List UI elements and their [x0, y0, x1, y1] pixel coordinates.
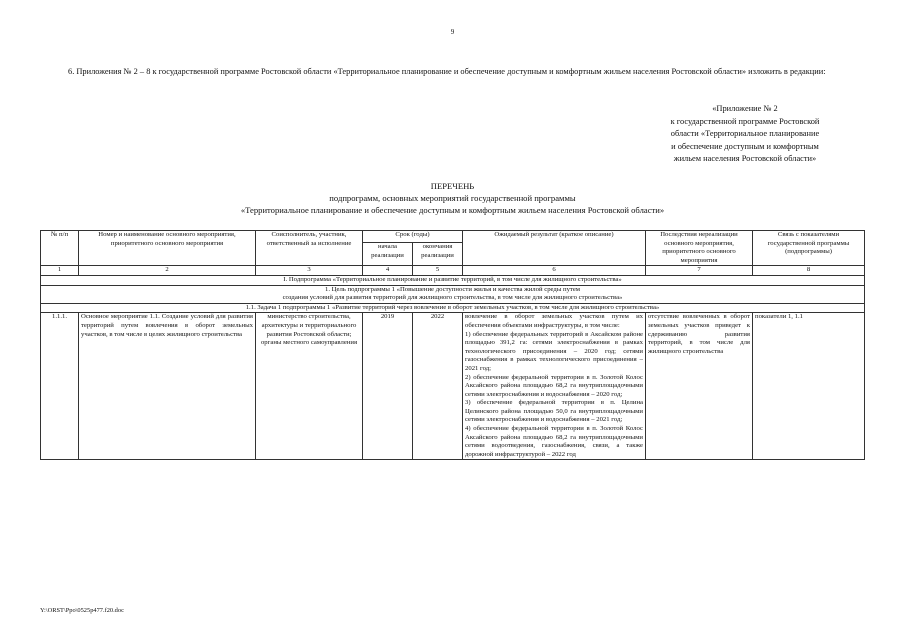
appendix-line: и обеспечение доступным и комфортным	[671, 141, 819, 151]
appendix-line: области «Территориальное планирование	[670, 129, 820, 138]
column-number: 6	[463, 266, 646, 276]
header-start: начала реализации	[363, 243, 413, 266]
goal-row	[41, 285, 865, 303]
result-item: 2) обеспечение федеральной территории в п. Золотой Колос Аксайского района площадью 68,2 га внутриплощадочными сетями электроснабжения и водоснабжения – 2020 год;	[465, 373, 643, 398]
column-number: 1	[41, 266, 79, 276]
column-numbers-row	[41, 266, 865, 276]
task-title: 1.1. Задача 1 подпрограммы 1 «Развитие территорий через вовлечение в оборот земельных участков, в том числе для жилищного строительства»	[41, 303, 865, 313]
result-item: 1) обеспечение федеральных территорий в Аксайском районе площадью 391,2 га: сетями электроснабжения в рамках технологического присоединения – 2020 год; сетями газоснабжения в рамках технологического присоединения – 2021 год;	[465, 330, 643, 372]
column-number: 2	[79, 266, 256, 276]
row-number: 1.1.1.	[41, 313, 79, 460]
row-consequence: отсутствие вовлеченных в оборот земельных участков приведет к сдерживанию развития территорий, в том числе для жилищного строительства	[646, 313, 753, 460]
header-name: Номер и наименование основного мероприятия, приоритетного основного мероприятия	[79, 231, 256, 266]
result-item: 4) обеспечение федеральной территории в п. Золотой Колос Аксайского района площадью 68,2 га внутриплощадочными сетями водоотведения, газоснабжения, связи, а также дорожной инфраструктурой – 2022 год	[465, 425, 643, 458]
row-indicator-link: показатели 1, 1.1	[753, 313, 865, 460]
header-link: Связь с показателями государственной программы (подпрограммы)	[753, 231, 865, 266]
column-number: 4	[363, 266, 413, 276]
document-title	[0, 180, 905, 216]
measures-table	[40, 230, 865, 460]
result-item: вовлечение в оборот земельных участков путем их обеспечения объектами инфраструктуры, в том числе:	[465, 313, 643, 329]
appendix-line: «Приложение № 2	[712, 104, 778, 113]
header-result: Ожидаемый результат (краткое описание)	[463, 231, 646, 266]
row-measure-name: Основное мероприятие 1.1. Создание условий для развития территорий путем вовлечения в оборот земельных участков, в том числе в целях жилищного строительства	[79, 313, 256, 460]
task-row	[41, 303, 865, 313]
column-number: 5	[413, 266, 463, 276]
result-item: 3) обеспечение федеральной территории в п. Целина Целинского района площадью 50,0 га внутриплощадочными сетями электроснабжения и водоснабжения – 2021 год;	[465, 399, 643, 424]
intro-paragraph: 6. Приложения № 2 – 8 к государственной программе Ростовской области «Территориальное планирование и обеспечение доступным и комфортным жильем населения Ростовской области» изложить в редакции:	[68, 67, 826, 76]
header-executor: Соисполнитель, участник, ответственный за исполнение	[256, 231, 363, 266]
header-row	[41, 231, 865, 243]
appendix-block	[640, 103, 850, 166]
header-consequence: Последствия нереализации основного мероприятия, приоритетного основного мероприятия	[646, 231, 753, 266]
row-start-year: 2019	[363, 313, 413, 460]
appendix-line: к государственной программе Ростовской	[670, 116, 820, 126]
file-path-footer: Y:\ORST\Ppo\0525p477.f20.doc	[40, 607, 124, 614]
column-number: 3	[256, 266, 363, 276]
appendix-line: жильем населения Ростовской области»	[673, 154, 817, 163]
header-end: окончания реализации	[413, 243, 463, 266]
title-heading: ПЕРЕЧЕНЬ	[430, 181, 475, 191]
row-end-year: 2022	[413, 313, 463, 460]
page-number: 9	[450, 28, 455, 36]
header-period: Срок (годы)	[363, 231, 463, 243]
goal-line: создания условий для развития территорий для жилищного строительства, в том числе для жилищного строительства»	[282, 294, 623, 302]
goal-line: 1. Цель подпрограммы 1 «Повышение доступности жилья и качества жилой среды путем	[324, 285, 581, 293]
title-line: «Территориальное планирование и обеспечение доступным и комфортным жильем населения Ростовской области»	[240, 205, 665, 215]
column-number: 8	[753, 266, 865, 276]
subprogram-title: I. Подпрограмма «Территориальное планирование и развитие территорий, в том числе для жилищного строительства»	[41, 275, 865, 285]
column-number: 7	[646, 266, 753, 276]
header-num: № п/п	[41, 231, 79, 266]
table-row	[41, 313, 865, 460]
title-line: подпрограмм, основных мероприятий государственной программы	[329, 193, 576, 203]
goal-cell	[41, 285, 865, 303]
subprogram-row	[41, 275, 865, 285]
row-expected-result	[463, 313, 646, 460]
row-executor: министерство строительства, архитектуры и территориального развития Ростовской области; органы местного самоуправления	[256, 313, 363, 460]
